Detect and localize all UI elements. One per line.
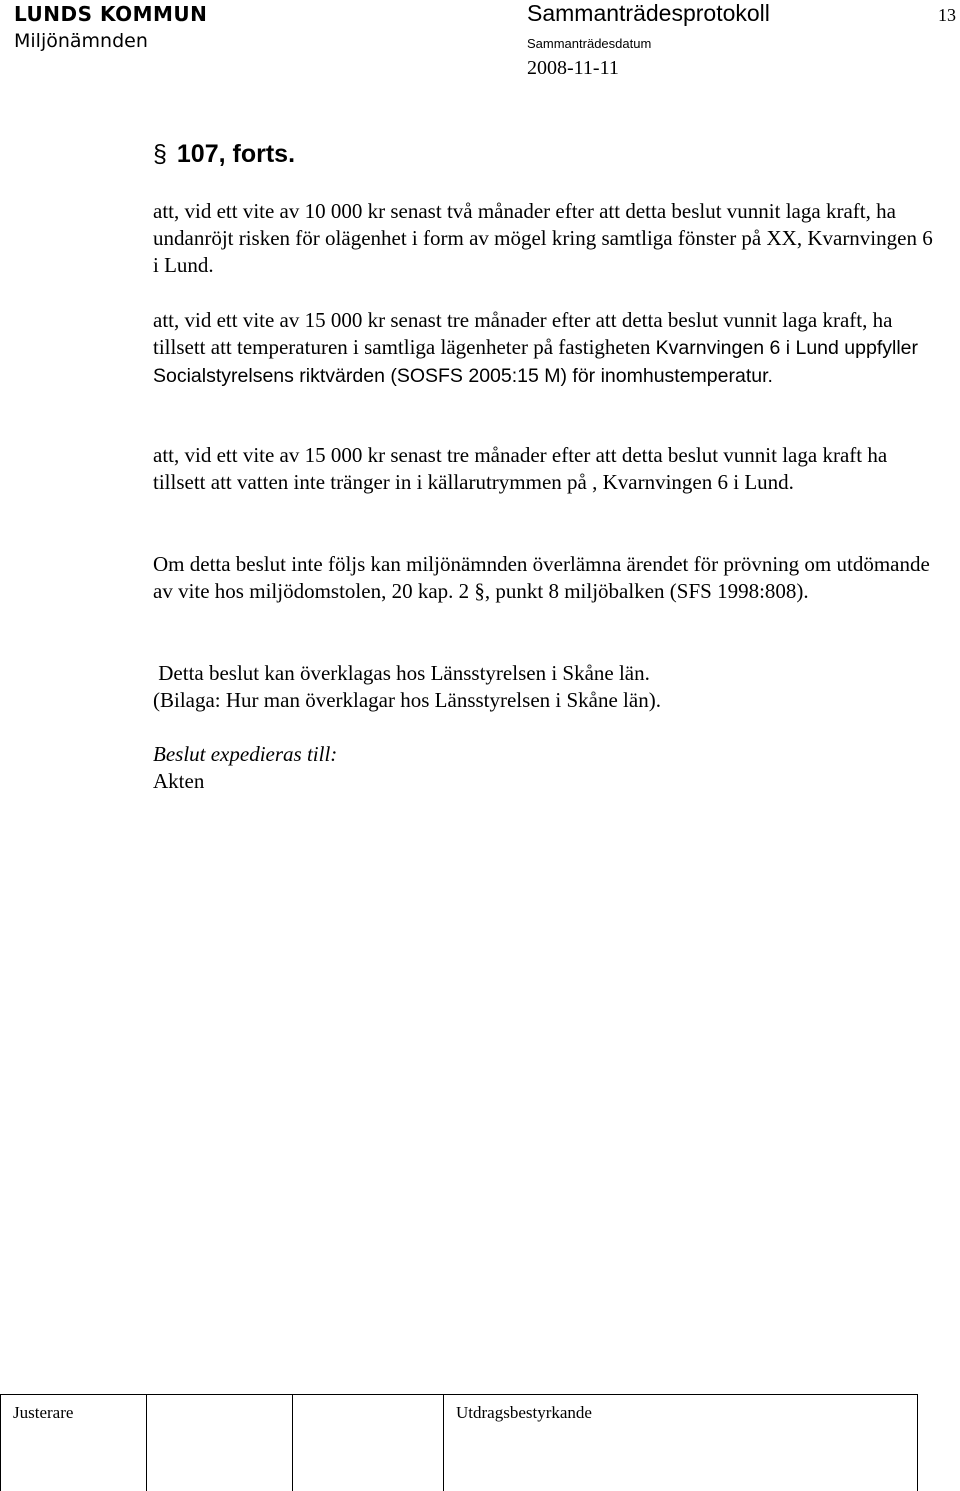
- section-title: 107, forts.: [176, 140, 296, 168]
- page-number: 13: [938, 5, 956, 25]
- section-heading: [153, 140, 295, 169]
- org-name: LUNDS KOMMUN: [14, 2, 208, 26]
- document-type: Sammanträdesprotokoll: [527, 0, 770, 26]
- utdrag-label: Utdragsbestyrkande: [456, 1403, 592, 1422]
- paragraph-2: [153, 307, 943, 390]
- utdrag-cell: [444, 1395, 917, 1491]
- appeal-line-2: (Bilaga: Hur man överklagar hos Länsstyrelsen i Skåne län).: [153, 688, 661, 712]
- department-name: Miljönämnden: [14, 30, 148, 52]
- meeting-date-label: Sammanträdesdatum: [527, 36, 652, 51]
- paragraph-2-part-b: Kvarnvingen 6 i Lund uppfyller Socialstyrelsens riktvärden (SOSFS 2005:15 M) för inomhustemperatur.: [153, 337, 918, 387]
- appeal-line-1: Detta beslut kan överklagas hos Länsstyrelsen i Skåne län.: [153, 661, 650, 685]
- paragraph-2-part-a: att, vid ett vite av 15 000 kr senast tre månader efter att detta beslut vunnit laga kraft, ha tillsett att temperaturen i samtliga lägenheter på fastigheten: [153, 308, 893, 359]
- section-symbol: §: [153, 140, 167, 168]
- justerare-label: Justerare: [13, 1403, 74, 1422]
- dispatch-label: Beslut expedieras till:: [153, 742, 338, 766]
- paragraph-3: att, vid ett vite av 15 000 kr senast tre månader efter att detta beslut vunnit laga kraft ha tillsett att vatten inte tränger in i källarutrymmen på , Kvarnvingen 6 i Lund.: [153, 443, 888, 494]
- justerare-signature-cell-2: [293, 1395, 444, 1491]
- paragraph-1: att, vid ett vite av 10 000 kr senast två månader efter att detta beslut vunnit laga kraft, ha undanröjt risken för olägenhet i form av mögel kring samtliga fönster på XX, Kvarnvingen 6 i Lund.: [153, 199, 933, 277]
- justerare-signature-cell-1: [147, 1395, 293, 1491]
- paragraph-4: Om detta beslut inte följs kan miljönämnden överlämna ärendet för prövning om utdömande av vite hos miljödomstolen, 20 kap. 2 §, punkt 8 miljöbalken (SFS 1998:808).: [153, 552, 930, 603]
- meeting-date: 2008-11-11: [527, 57, 619, 79]
- signature-footer: [0, 1394, 918, 1491]
- dispatch-recipient: Akten: [153, 769, 205, 793]
- justerare-cell: [1, 1395, 147, 1491]
